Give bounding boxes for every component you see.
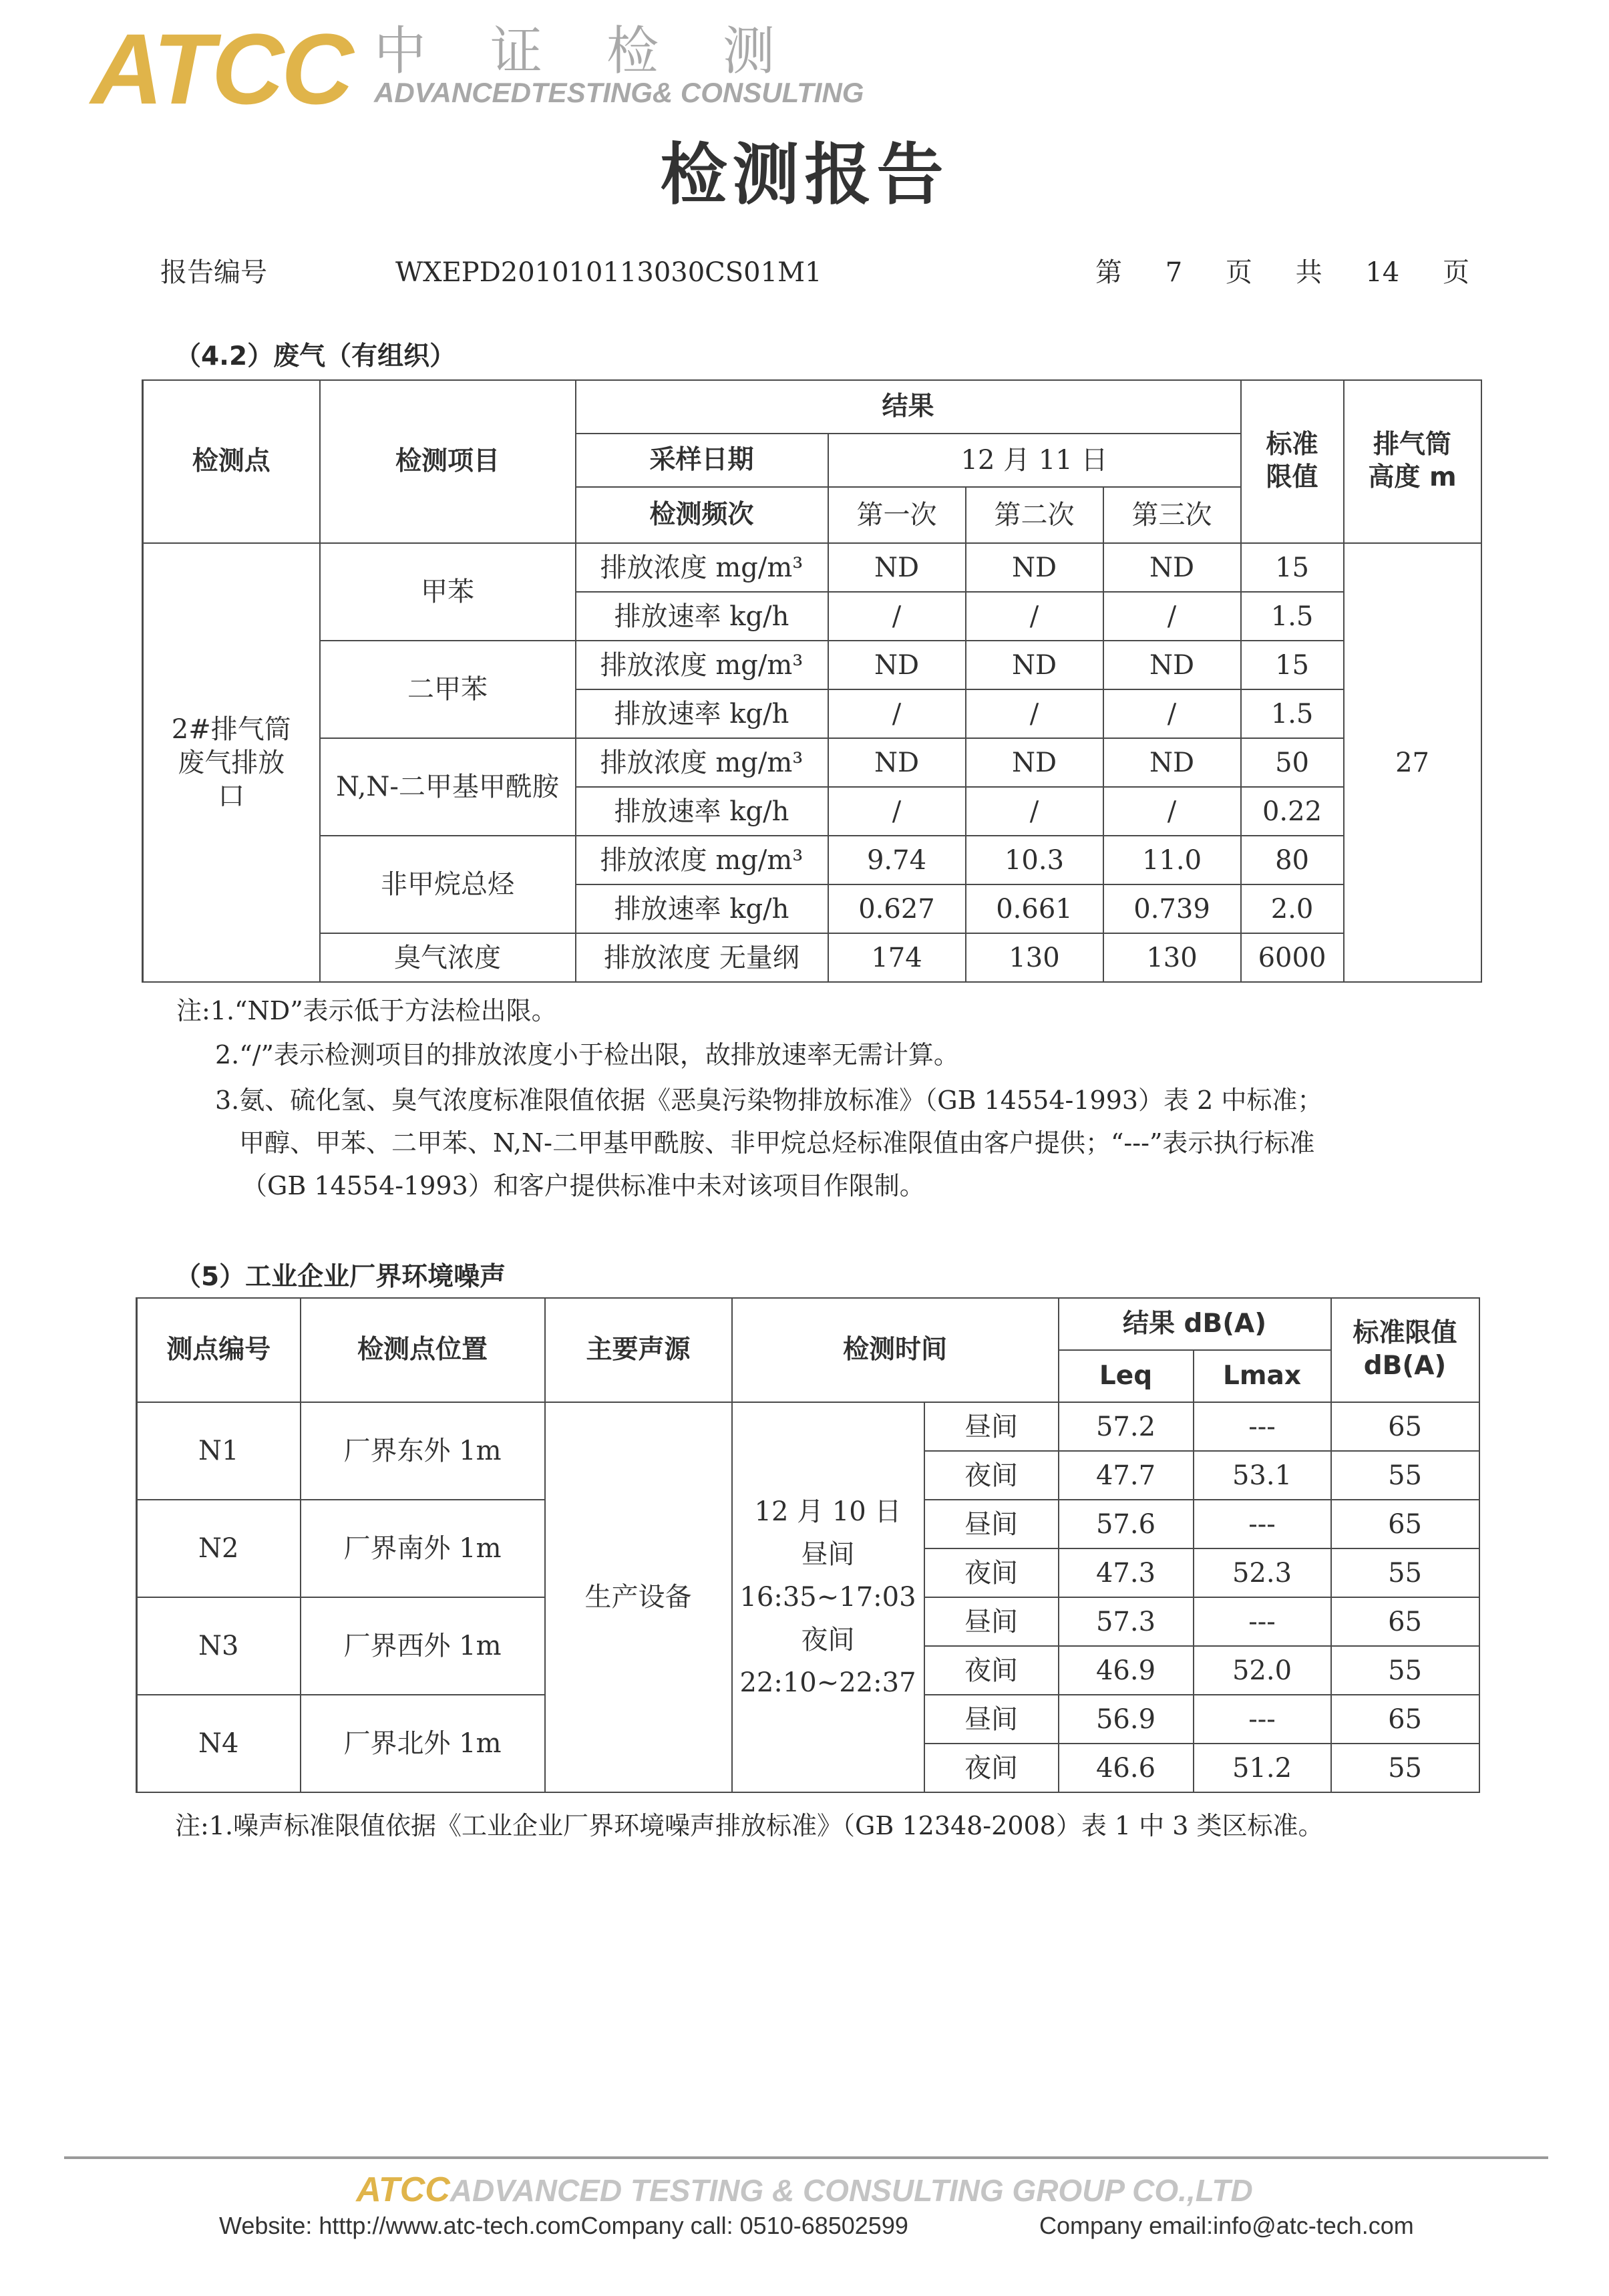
- point-line: 废气排放: [178, 747, 285, 778]
- footer-brand-logo: ATCC: [356, 2170, 450, 2209]
- lmax-value: 52.0: [1194, 1646, 1331, 1695]
- metric: 排放速率 kg/h: [576, 884, 828, 933]
- header-detection-time: 检测时间: [732, 1298, 1059, 1402]
- time-line: 昼间: [801, 1539, 855, 1570]
- value-run-3: 0.739: [1103, 884, 1241, 933]
- value-run-3: /: [1103, 787, 1241, 836]
- period: 昼间: [924, 1695, 1059, 1744]
- header-line: 标准: [1266, 430, 1318, 460]
- note-line: 2.“/”表示检测项目的排放浓度小于检出限，故排放速率无需计算。: [215, 1040, 959, 1070]
- header-run-3: 第三次: [1103, 487, 1241, 543]
- point-location: 厂界北外 1m: [301, 1695, 545, 1792]
- page-info-word: 页: [1442, 257, 1469, 288]
- detection-point-name: [143, 543, 320, 982]
- item-name: N,N-二甲基甲酰胺: [320, 738, 576, 836]
- header-line: 标准限值: [1353, 1318, 1457, 1349]
- note-line: 甲醇、甲苯、二甲苯、N,N-二甲基甲酰胺、非甲烷总烃标准限值由客户提供；“---”表示执行标准: [239, 1128, 1315, 1158]
- limit-value: 50: [1241, 738, 1344, 787]
- header-line: 限值: [1266, 462, 1318, 492]
- value-run-3: /: [1103, 592, 1241, 641]
- metric: 排放浓度 无量纲: [576, 933, 828, 982]
- header-result-dba: 结果 dB(A): [1059, 1298, 1331, 1350]
- company-logo: ATCC: [91, 13, 351, 125]
- time-line: 22:10~22:37: [739, 1667, 916, 1698]
- page-total: 14: [1365, 257, 1400, 288]
- leq-value: 57.6: [1059, 1500, 1194, 1548]
- lmax-value: ---: [1194, 1500, 1331, 1548]
- header-line: 排气筒: [1373, 430, 1452, 460]
- limit-value: 1.5: [1241, 592, 1344, 641]
- limit-value: 65: [1331, 1402, 1479, 1451]
- value-run-3: 130: [1103, 933, 1241, 982]
- lmax-value: 51.2: [1194, 1744, 1331, 1792]
- header-leq: Leq: [1059, 1350, 1194, 1402]
- point-line: 口: [218, 780, 245, 812]
- header-standard-limit: [1241, 380, 1344, 543]
- value-run-3: 11.0: [1103, 836, 1241, 884]
- page-current: 7: [1165, 257, 1183, 288]
- leq-value: 46.6: [1059, 1744, 1194, 1792]
- limit-value: 65: [1331, 1695, 1479, 1744]
- section-title-noise: （5）工业企业厂界环境噪声: [175, 1262, 506, 1292]
- limit-value: 15: [1241, 641, 1344, 689]
- noise-table: [136, 1297, 1480, 1793]
- value-run-2: ND: [966, 738, 1103, 787]
- limit-value: 55: [1331, 1548, 1479, 1597]
- value-run-2: 130: [966, 933, 1103, 982]
- item-name: 二甲苯: [320, 641, 576, 738]
- value-run-1: 174: [828, 933, 966, 982]
- metric: 排放浓度 mg/m³: [576, 836, 828, 884]
- limit-value: 55: [1331, 1451, 1479, 1500]
- page-info-word: 第: [1095, 257, 1122, 288]
- lmax-value: 53.1: [1194, 1451, 1331, 1500]
- company-logo-english: ADVANCEDTESTING& CONSULTING: [374, 77, 864, 108]
- sample-date: 12 月 11 日: [828, 434, 1241, 487]
- point-no: N2: [137, 1500, 301, 1597]
- metric: 排放速率 kg/h: [576, 592, 828, 641]
- exhaust-gas-table: [142, 379, 1482, 983]
- limit-value: 65: [1331, 1500, 1479, 1548]
- leq-value: 47.3: [1059, 1548, 1194, 1597]
- company-logo-chinese: 中证检测: [374, 21, 840, 81]
- period: 夜间: [924, 1744, 1059, 1792]
- value-run-1: 0.627: [828, 884, 966, 933]
- value-run-2: /: [966, 592, 1103, 641]
- metric: 排放浓度 mg/m³: [576, 543, 828, 592]
- limit-value: 6000: [1241, 933, 1344, 982]
- header-results: 结果: [576, 380, 1241, 434]
- footer-company: [0, 2172, 1609, 2207]
- limit-value: 65: [1331, 1597, 1479, 1646]
- limit-value: 0.22: [1241, 787, 1344, 836]
- page-info-word: 页: [1225, 257, 1252, 288]
- period: 昼间: [924, 1402, 1059, 1451]
- period: 夜间: [924, 1646, 1059, 1695]
- item-name: 臭气浓度: [320, 933, 576, 982]
- period: 夜间: [924, 1451, 1059, 1500]
- header-main-source: 主要声源: [545, 1298, 732, 1402]
- point-line: 2#排气筒: [171, 713, 291, 745]
- report-number-label: 报告编号: [160, 257, 267, 288]
- value-run-1: /: [828, 787, 966, 836]
- period: 夜间: [924, 1548, 1059, 1597]
- section-title-exhaust-gas: （4.2）废气（有组织）: [175, 341, 456, 371]
- lmax-value: ---: [1194, 1597, 1331, 1646]
- value-run-2: ND: [966, 641, 1103, 689]
- value-run-2: /: [966, 689, 1103, 738]
- leq-value: 46.9: [1059, 1646, 1194, 1695]
- point-location: 厂界西外 1m: [301, 1597, 545, 1695]
- item-name: 非甲烷总烃: [320, 836, 576, 933]
- page-info-word: 共: [1295, 257, 1322, 288]
- page-title: 检测报告: [660, 136, 949, 214]
- limit-value: 1.5: [1241, 689, 1344, 738]
- detection-time-value: [732, 1402, 924, 1792]
- header-sample-date-label: 采样日期: [576, 434, 828, 487]
- footer-website: Website: htttp://www.atc-tech.comCompany call: 0510-68502599: [219, 2212, 908, 2239]
- value-run-3: ND: [1103, 738, 1241, 787]
- footer-divider: [64, 2156, 1548, 2159]
- note-line: 3.氨、硫化氢、臭气浓度标准限值依据《恶臭污染物排放标准》（GB 14554-1993）表 2 中标准；: [215, 1086, 1323, 1115]
- period: 昼间: [924, 1597, 1059, 1646]
- report-number-value: WXEPD201010113030CS01M1: [395, 257, 822, 288]
- value-run-2: 10.3: [966, 836, 1103, 884]
- note-line: （GB 14554-1993）和客户提供标准中未对该项目作限制。: [242, 1171, 925, 1200]
- limit-value: 15: [1241, 543, 1344, 592]
- metric: 排放速率 kg/h: [576, 787, 828, 836]
- point-location: 厂界南外 1m: [301, 1500, 545, 1597]
- lmax-value: 52.3: [1194, 1548, 1331, 1597]
- limit-value: 55: [1331, 1744, 1479, 1792]
- limit-value: 80: [1241, 836, 1344, 884]
- metric: 排放速率 kg/h: [576, 689, 828, 738]
- footer-email: Company email:info@atc-tech.com: [1039, 2212, 1414, 2239]
- header-stack-height: [1344, 380, 1481, 543]
- metric: 排放浓度 mg/m³: [576, 641, 828, 689]
- noise-note: 注:1.噪声标准限值依据《工业企业厂界环境噪声排放标准》（GB 12348-2008）表 1 中 3 类区标准。: [175, 1811, 1324, 1840]
- stack-height-value: 27: [1344, 543, 1481, 982]
- item-name: 甲苯: [320, 543, 576, 641]
- header-line: 高度 m: [1368, 462, 1457, 492]
- leq-value: 56.9: [1059, 1695, 1194, 1744]
- leq-value: 57.3: [1059, 1597, 1194, 1646]
- footer-company-name: ADVANCED TESTING & CONSULTING GROUP CO.,LTD: [450, 2173, 1253, 2208]
- time-line: 夜间: [801, 1625, 855, 1655]
- value-run-3: ND: [1103, 641, 1241, 689]
- value-run-2: /: [966, 787, 1103, 836]
- header-detection-item: 检测项目: [320, 380, 576, 543]
- point-no: N4: [137, 1695, 301, 1792]
- lmax-value: ---: [1194, 1402, 1331, 1451]
- header-detection-point: 检测点: [143, 380, 320, 543]
- header-run-2: 第二次: [966, 487, 1103, 543]
- leq-value: 57.2: [1059, 1402, 1194, 1451]
- header-location: 检测点位置: [301, 1298, 545, 1402]
- leq-value: 47.7: [1059, 1451, 1194, 1500]
- limit-value: 2.0: [1241, 884, 1344, 933]
- value-run-2: 0.661: [966, 884, 1103, 933]
- value-run-1: /: [828, 689, 966, 738]
- page-indicator: [1095, 259, 1469, 286]
- lmax-value: ---: [1194, 1695, 1331, 1744]
- time-line: 16:35~17:03: [739, 1582, 916, 1613]
- main-source-value: 生产设备: [545, 1402, 732, 1792]
- limit-value: 55: [1331, 1646, 1479, 1695]
- value-run-1: ND: [828, 641, 966, 689]
- value-run-1: ND: [828, 543, 966, 592]
- point-no: N1: [137, 1402, 301, 1500]
- value-run-2: ND: [966, 543, 1103, 592]
- period: 昼间: [924, 1500, 1059, 1548]
- value-run-3: ND: [1103, 543, 1241, 592]
- point-location: 厂界东外 1m: [301, 1402, 545, 1500]
- value-run-3: /: [1103, 689, 1241, 738]
- header-frequency-label: 检测频次: [576, 487, 828, 543]
- header-point-no: 测点编号: [137, 1298, 301, 1402]
- note-line: 注:1.“ND”表示低于方法检出限。: [176, 996, 557, 1025]
- value-run-1: /: [828, 592, 966, 641]
- metric: 排放浓度 mg/m³: [576, 738, 828, 787]
- time-line: 12 月 10 日: [754, 1496, 902, 1527]
- header-run-1: 第一次: [828, 487, 966, 543]
- header-lmax: Lmax: [1194, 1350, 1331, 1402]
- header-line: dB(A): [1363, 1351, 1447, 1381]
- value-run-1: 9.74: [828, 836, 966, 884]
- header-standard-limit-dba: [1331, 1298, 1479, 1402]
- point-no: N3: [137, 1597, 301, 1695]
- value-run-1: ND: [828, 738, 966, 787]
